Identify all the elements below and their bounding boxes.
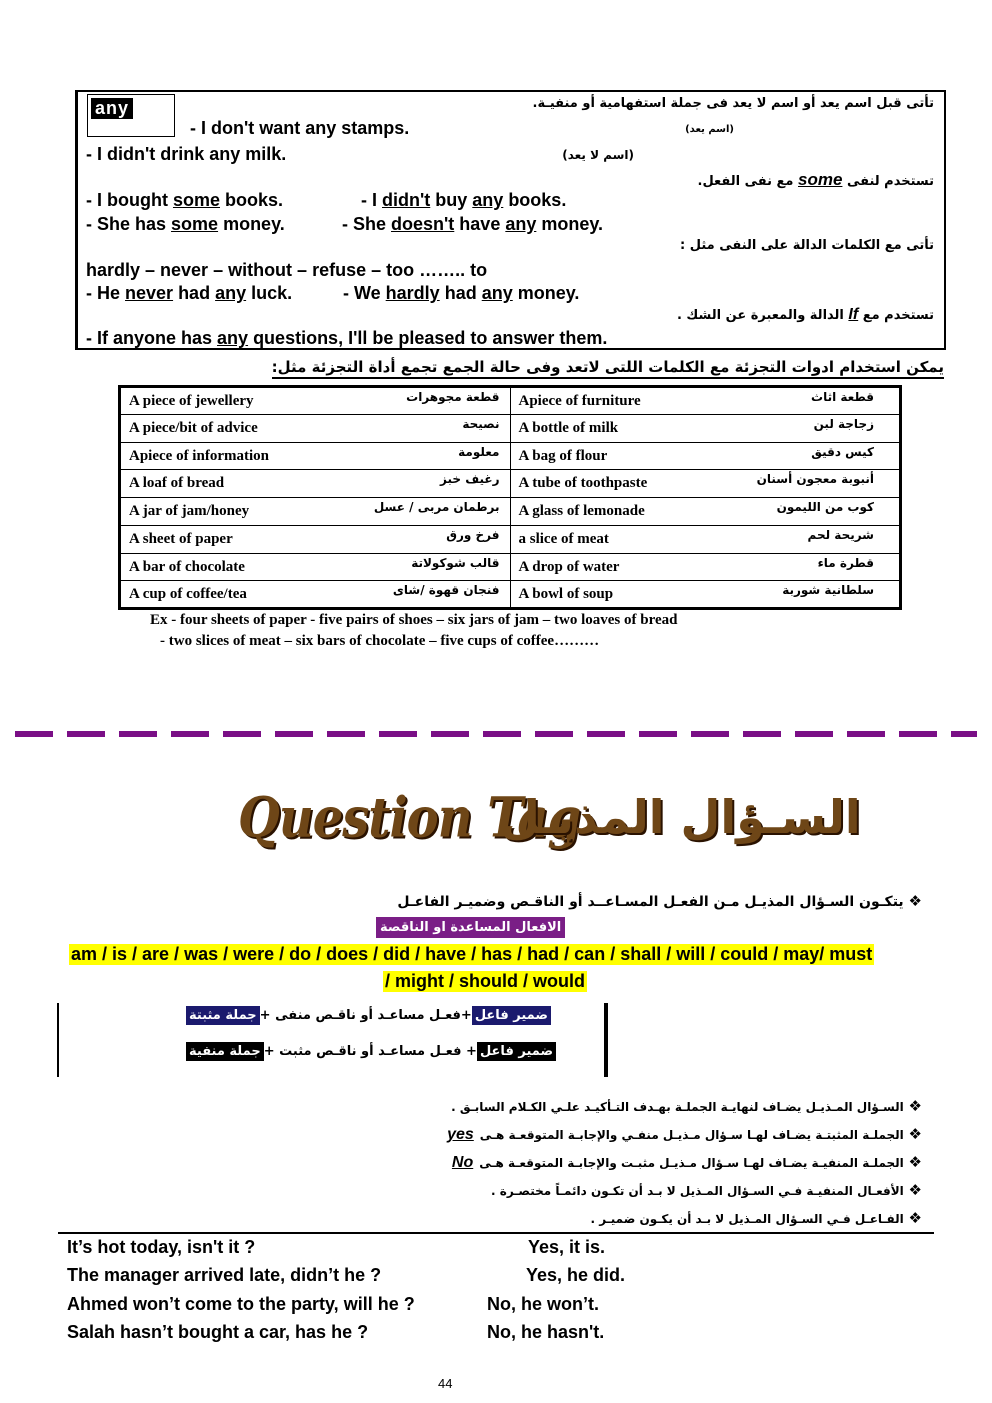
examples-divider (58, 1232, 934, 1234)
table-cell-right (510, 553, 901, 581)
diamond-bullet-icon: ❖ (903, 1125, 922, 1143)
table-cell-arabic: معلومة (458, 444, 500, 459)
table-cell-english: A jar of jam/honey (129, 503, 250, 519)
note-item (491, 1181, 922, 1199)
table-cell-left (120, 470, 511, 498)
table-cell-arabic: قطرة ماء (817, 555, 874, 570)
table-cell-right (510, 414, 901, 442)
table-cell-arabic: كيس دقيق (811, 444, 874, 459)
example-question: Salah hasn’t bought a car, has he ? (67, 1322, 369, 1342)
any-rule-4: تستخدم مع If الدالة والمعبرة عن الشك . (676, 306, 934, 323)
example-answer: Yes, it is. (528, 1237, 606, 1257)
any-note-2: (اسم لا يعد) (562, 148, 634, 162)
if-example: - If anyone has any questions, I'll be pleased to answer them. (86, 328, 608, 348)
formation-rule: ❖ يتكـون السـؤال المذيـل مـن الفعـل المسـاعــد أو الناقـص وضميـر الفاعـل (397, 892, 922, 910)
diamond-bullet-icon: ❖ (903, 1153, 922, 1171)
note-answer-word: No (451, 1154, 474, 1171)
table-row (120, 387, 901, 415)
question-tag-title: Question Tag (238, 785, 581, 851)
any-note-1: (اسم يعد) (685, 124, 734, 135)
table-cell-arabic: برطمان مربى / عسل (373, 500, 500, 514)
table-cell-arabic: كوب من الليمون (776, 500, 874, 514)
table-row (120, 525, 901, 553)
table-cell-arabic: فنجان قهوة /شاى (392, 583, 500, 598)
table-cell-arabic: رغيف خبز (440, 472, 500, 487)
table-row (120, 442, 901, 470)
table-cell-english: A tube of toothpaste (518, 475, 648, 492)
any-example-2: - I didn't drink any milk. (86, 144, 287, 164)
table-cell-right (510, 581, 901, 609)
table-cell-english: A bowl of soup (518, 586, 614, 603)
formula-left-bar (57, 1003, 59, 1077)
formula-positive: ضمير فاعل+فعـل مساعـد أو ناقـص منفى +جملة مثبتة (186, 1006, 551, 1025)
table-row (120, 581, 901, 609)
table-cell-left (120, 387, 511, 415)
pair-3-a: - He never had any luck. (86, 283, 293, 303)
partitive-example-1: Ex - four sheets of paper - five pairs of shoes – six jars of jam – two loaves of bread (150, 612, 678, 628)
note-text: الفـاعـل فـي السـؤال المـذيل لا بـد أن يكـون ضميـر . (590, 1212, 904, 1226)
example-answer: No, he won’t. (487, 1294, 599, 1314)
table-cell-left (120, 442, 511, 470)
table-row (120, 414, 901, 442)
table-cell-arabic: نصيحة (462, 416, 500, 431)
table-cell-left (120, 414, 511, 442)
formula-right-bar (604, 1003, 608, 1077)
example-question: It’s hot today, isn't it ? (67, 1237, 256, 1257)
table-cell-english: A cup of coffee/tea (129, 586, 247, 603)
table-cell-english: A bar of chocolate (129, 558, 245, 575)
diamond-bullet-icon: ❖ (903, 1209, 922, 1227)
note-item (590, 1209, 922, 1227)
example-question: Ahmed won’t come to the party, will he ? (67, 1294, 415, 1314)
pair-2-negative: - She doesn't have any money. (342, 214, 604, 234)
question-tag-title-ar: السـؤال المذيـل (500, 790, 861, 844)
note-item (452, 1153, 922, 1172)
table-cell-left (120, 553, 511, 581)
any-tag: any (87, 94, 175, 137)
example-question: The manager arrived late, didn’t he ? (67, 1265, 382, 1285)
page-number: 44 (438, 1376, 453, 1391)
table-cell-left (120, 581, 511, 609)
table-cell-right (510, 387, 901, 415)
auxiliary-list-1: am / is / are / was / were / do / does / did / have / has / had / can / shall / will / could / may/ must (71, 944, 873, 964)
table-cell-arabic: أنبوبة معجون أسنان (756, 472, 874, 487)
table-cell-right (510, 470, 901, 498)
any-example-1: - I don't want any stamps. (190, 118, 410, 138)
table-cell-arabic: شريحة لحم (807, 527, 874, 542)
auxiliary-label: الافعال المساعدة او الناقصة (376, 917, 565, 938)
pair-1-negative: - I didn't buy any books. (361, 190, 567, 210)
any-rule-1: تأتى قبل اسم يعد أو اسم لا يعد فى جملة استفهامية أو منفيـة. (532, 96, 934, 111)
any-box (75, 90, 946, 350)
table-cell-english: A bottle of milk (518, 419, 619, 436)
table-cell-right (510, 442, 901, 470)
table-cell-left (120, 498, 511, 526)
note-text: السـؤال المـذيـل يضـاف لنهايـة الجملـة بهـدف التـأكيـد علـي الكـلام السابـق . (451, 1100, 904, 1114)
pair-3-b: - We hardly had any money. (343, 283, 580, 303)
diamond-bullet-icon: ❖ (903, 1181, 922, 1199)
note-text: الجملـة المنفيـة يضـاف لهـا سـؤال مـذيـل مثبـت والإجابـة المتوقعـة هـى (479, 1156, 904, 1170)
note-item (447, 1125, 922, 1144)
example-answer: No, he hasn't. (487, 1322, 605, 1342)
table-cell-english: A sheet of paper (129, 530, 233, 547)
table-cell-english: Apiece of information (129, 447, 269, 464)
table-cell-english: a slice of meat (518, 530, 609, 547)
table-cell-arabic: فرخ ورق (446, 527, 500, 542)
any-rule-2: تستخدم لنفى some مع نفى الفعل. (697, 170, 934, 189)
table-cell-arabic: سلطانية شوربة (782, 583, 874, 598)
partitive-example-2: - two slices of meat – six bars of chocolate – five cups of coffee……… (160, 633, 600, 649)
auxiliary-list-2: / might / should / would (385, 971, 585, 991)
table-cell-arabic: قطعة اثاث (811, 390, 874, 404)
diamond-bullet-icon: ❖ (908, 892, 922, 910)
pair-2-positive: - She has some money. (86, 214, 285, 234)
table-cell-english: A piece of jewellery (129, 393, 254, 409)
any-rule-3: تأتى مع الكلمات الدالة على النفى مثل : (680, 238, 934, 253)
table-cell-english: A loaf of bread (129, 475, 225, 492)
table-cell-right (510, 525, 901, 553)
table-cell-left (120, 525, 511, 553)
table-cell-english: A bag of flour (518, 447, 608, 464)
table-cell-english: Apiece of furniture (518, 393, 641, 409)
diamond-bullet-icon: ❖ (903, 1097, 922, 1115)
negative-words: hardly – never – without – refuse – too …….. to (86, 260, 488, 280)
formula-negative: ضمير فاعل+ فعـل مساعـد أو ناقـص مثبت +جملة منفية (186, 1042, 556, 1061)
note-text: الأفعـال المنفيـة فـي السـؤال المـذيل لا بـد أن تكـون دائمـاً مختصـرة . (491, 1184, 904, 1198)
note-text: الجملـة المثبتـة يضـاف لهـا سـؤال مـذيـل منفـي والإجابـة المتوقعـة هـى (479, 1128, 904, 1142)
partitive-table (118, 385, 902, 610)
table-cell-english: A drop of water (518, 558, 620, 575)
table-cell-english: A piece/bit of advice (129, 419, 258, 436)
table-row (120, 498, 901, 526)
dashed-separator (15, 731, 977, 737)
table-row (120, 553, 901, 581)
example-answer: Yes, he did. (526, 1265, 626, 1285)
pair-1-positive: - I bought some books. (86, 190, 284, 210)
table-cell-arabic: قالب شوكولاتة (411, 555, 500, 570)
table-row (120, 470, 901, 498)
partitive-heading: يمكن استخدام ادوات التجزئة مع الكلمات اللتى لاتعد وفى حالة الجمع تجمع أداة التجزئة مثل: (272, 358, 944, 379)
table-cell-english: A glass of lemonade (518, 503, 645, 519)
note-item (451, 1097, 922, 1115)
table-cell-arabic: قطعة مجوهرات (406, 390, 500, 404)
table-cell-right (510, 498, 901, 526)
note-answer-word: yes (447, 1126, 474, 1143)
table-cell-arabic: زجاجة لبن (813, 416, 874, 431)
